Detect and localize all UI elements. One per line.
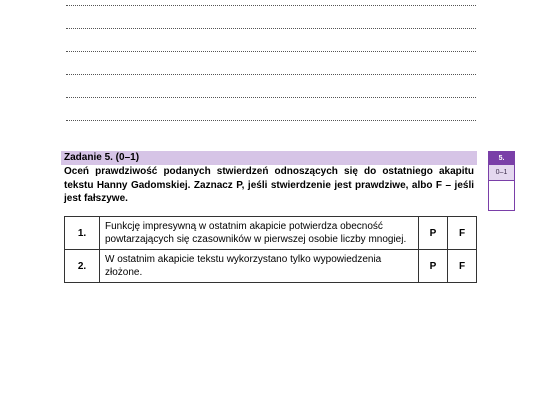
statements-table [64, 216, 477, 283]
option-true[interactable]: P [419, 250, 448, 283]
task-instruction: Oceń prawdziwość podanych stwierdzeń odnoszących się do ostatniego akapitu tekstu Hanny Gadomskiej. Zaznacz P, jeśli stwierdzenie jest prawdziwe, albo F – jeśli jest fałszywe. [64, 166, 474, 204]
statement-number: 1. [65, 217, 100, 250]
answer-line [66, 28, 476, 29]
statement-text: Funkcję impresywną w ostatnim akapicie potwierdza obecność powtarzających się czasowników w pierwszej osobie liczby mnogiej. [100, 217, 419, 250]
table-row [65, 250, 477, 283]
option-true[interactable]: P [419, 217, 448, 250]
answer-line [66, 97, 476, 98]
option-false[interactable]: F [448, 217, 477, 250]
answer-line [66, 51, 476, 52]
score-task-number: 5. [489, 152, 514, 165]
answer-line [66, 5, 476, 6]
task-title: Zadanie 5. (0–1) [64, 152, 140, 163]
score-box [488, 151, 515, 211]
statement-text: W ostatnim akapicie tekstu wykorzystano tylko wypowiedzenia złożone. [100, 250, 419, 283]
answer-line [66, 120, 476, 121]
answer-line [66, 74, 476, 75]
table-row [65, 217, 477, 250]
statement-number: 2. [65, 250, 100, 283]
score-points-range: 0–1 [489, 165, 514, 181]
option-false[interactable]: F [448, 250, 477, 283]
